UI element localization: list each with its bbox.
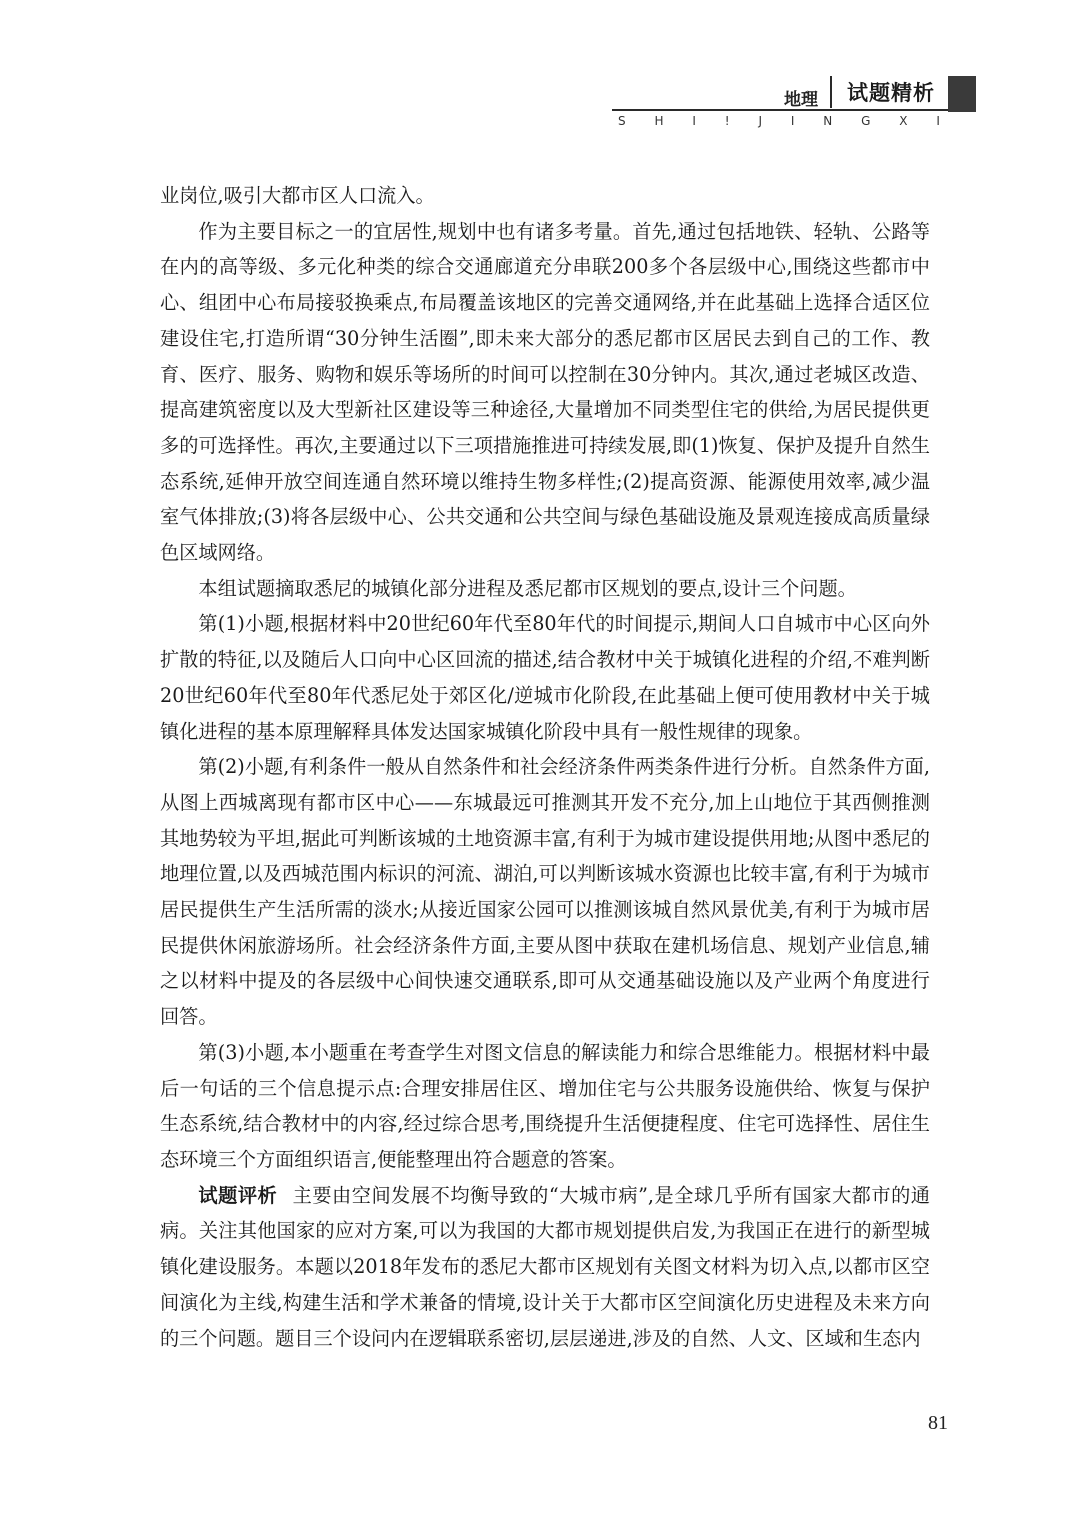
pinyin-letter: I xyxy=(692,114,696,128)
pinyin-letter: ! xyxy=(724,114,730,128)
header-rule xyxy=(612,109,948,111)
paragraph: 第(2)小题,有利条件一般从自然条件和社会经济条件两类条件进行分析。自然条件方面,从图上西城离现有都市区中心——东城最远可推测其开发不充分,加上山地位于其西侧推测其地势较为平坦,据此可判断该城的土地资源丰富,有利于为城市建设提供用地;从图中悉尼的地理位置,以及西城范围内标识的河流、湖泊,可以判断该城水资源也比较丰富,有利于为城市居民提供生产生活所需的淡水;从接近国家公园可以推测该城自然风景优美,有利于为城市居民提供休闲旅游场所。社会经济条件方面,主要从图中获取在建机场信息、规划产业信息,辅之以材料中提及的各层级中心间快速交通联系,即可从交通基础设施以及产业两个角度进行回答。 xyxy=(160,755,930,1029)
paragraph: 第(1)小题,根据材料中20世纪60年代至80年代的时间提示,期间人口自城市中心区向外扩散的特征,以及随后人口向中心区回流的描述,结合教材中关于城镇化进程的介绍,不难判断20世纪60年代至80年代悉尼处于郊区化/逆城市化阶段,在此基础上便可使用教材中关于城镇化进程的基本原理解释具体发达国家城镇化阶段中具有一般性规律的现象。 xyxy=(160,612,930,743)
pinyin-letter: X xyxy=(899,114,908,128)
pinyin-letter: I xyxy=(936,114,940,128)
paragraph: 作为主要目标之一的宜居性,规划中也有诸多考量。首先,通过包括地铁、轻轨、公路等在内的高等级、多元化种类的综合交通廊道充分串联200多个各层级中心,围绕这些都市中心、组团中心布局接驳换乘点,布局覆盖该地区的完善交通网络,并在此基础上选择合适区位建设住宅,打造所谓“30分钟生活圈”,即未来大部分的悉尼都市区居民去到自己的工作、教育、医疗、服务、购物和娱乐等场所的时间可以控制在30分钟内。其次,通过老城区改造、提高建筑密度以及大型新社区建设等三种途径,大量增加不同类型住宅的供给,为居民提供更多的可选择性。再次,主要通过以下三项措施推进可持续发展,即(1)恢复、保护及提升自然生态系统,延伸开放空间连通自然环境以维持生物多样性;(2)提高资源、能源使用效率,减少温室气体排放;(3)将各层级中心、公共交通和公共空间与绿色基础设施及景观连接成高质量绿色区域网络。 xyxy=(160,219,930,565)
pinyin-letter: G xyxy=(861,114,871,128)
header-subject: 地理 xyxy=(784,90,818,110)
analysis-label: 试题评析 xyxy=(198,1183,278,1207)
header-tab-marker xyxy=(948,76,976,112)
header-pinyin xyxy=(618,114,940,128)
body-text xyxy=(160,178,930,1356)
paragraph-analysis xyxy=(160,1178,930,1357)
pinyin-letter: S xyxy=(618,114,626,128)
paragraph: 本组试题摘取悉尼的城镇化部分进程及悉尼都市区规划的要点,设计三个问题。 xyxy=(198,576,857,600)
analysis-text: 主要由空间发展不均衡导致的“大城市病”,是全球几乎所有国家大都市的通病。关注其他国家的应对方案,可以为我国的大都市规划提供启发,为我国正在进行的新型城镇化建设服务。本题以2018年发布的悉尼大都市区规划有关图文材料为切入点,以都市区空间演化为主线,构建生活和学术兼备的情境,设计关于大都市区空间演化历史进程及未来方向的三个问题。题目三个设问内在逻辑联系密切,层层递进,涉及的自然、人文、区域和生态内 xyxy=(160,1183,930,1350)
page-header xyxy=(612,76,978,136)
pinyin-letter: J xyxy=(758,114,762,128)
header-title: 试题精析 xyxy=(830,76,950,108)
pinyin-letter: N xyxy=(823,114,833,128)
pinyin-letter: I xyxy=(790,114,795,128)
paragraph: 第(3)小题,本小题重在考查学生对图文信息的解读能力和综合思维能力。根据材料中最后一句话的三个信息提示点:合理安排居住区、增加住宅与公共服务设施供给、恢复与保护生态系统,结合教材中的内容,经过综合思考,围绕提升生活便捷程度、住宅可选择性、居住生态环境三个方面组织语言,便能整理出符合题意的答案。 xyxy=(160,1040,930,1171)
paragraph: 业岗位,吸引大都市区人口流入。 xyxy=(160,184,435,207)
pinyin-letter: H xyxy=(654,114,664,128)
page-number: 81 xyxy=(928,1412,948,1434)
